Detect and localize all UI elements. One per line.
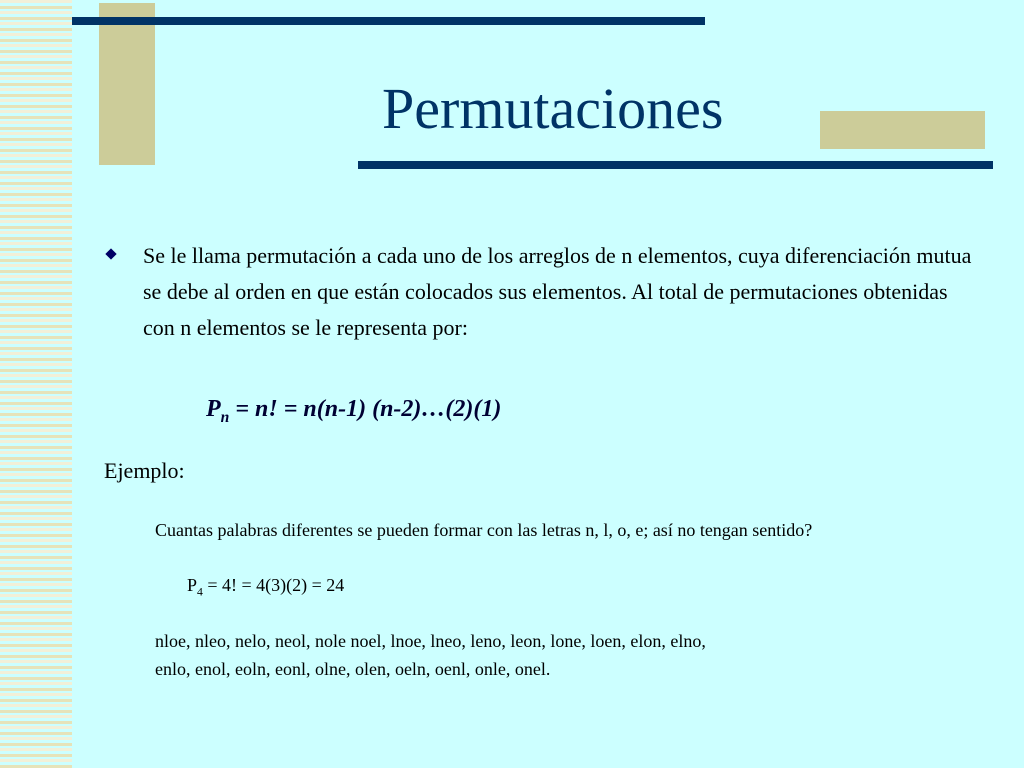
example-question: Cuantas palabras diferentes se pueden formar con las letras n, l, o, e; así no tengan sentido? [155, 520, 813, 540]
diamond-bullet-icon [105, 248, 116, 259]
permutation-list [155, 627, 706, 683]
accent-bar-bottom [358, 161, 993, 169]
formula-symbol: P [206, 396, 221, 422]
permutation-formula [206, 394, 501, 433]
decorative-stripes [0, 0, 72, 768]
calc-symbol: P [187, 575, 198, 595]
accent-block-left [99, 3, 155, 165]
accent-block-right [820, 111, 985, 149]
permutation-list-line-1: nloe, nleo, nelo, neol, nole noel, lnoe, lneo, leno, leon, lone, loen, elon, elno, [155, 631, 706, 651]
formula-subscript: n [220, 408, 230, 426]
example-label: Ejemplo: [104, 458, 185, 483]
calc-expression: = 4! = 4(3)(2) = 24 [202, 575, 345, 595]
permutation-list-line-2: enlo, enol, eoln, eonl, olne, olen, oeln, oenl, onle, onel. [155, 659, 551, 679]
formula-expression: = n! = n(n-1) (n-2)…(2)(1) [229, 396, 502, 422]
example-calculation [187, 572, 344, 606]
accent-bar-top [72, 17, 705, 25]
definition-text: Se le llama permutación a cada uno de los arreglos de n elementos, cuya diferenciación mutua se debe al orden en que están colocados sus elementos. Al total de permutaciones obtenidas con n elementos se le representa por: [143, 243, 972, 340]
calc-subscript: 4 [197, 585, 203, 599]
slide-title: Permutaciones [382, 76, 724, 141]
